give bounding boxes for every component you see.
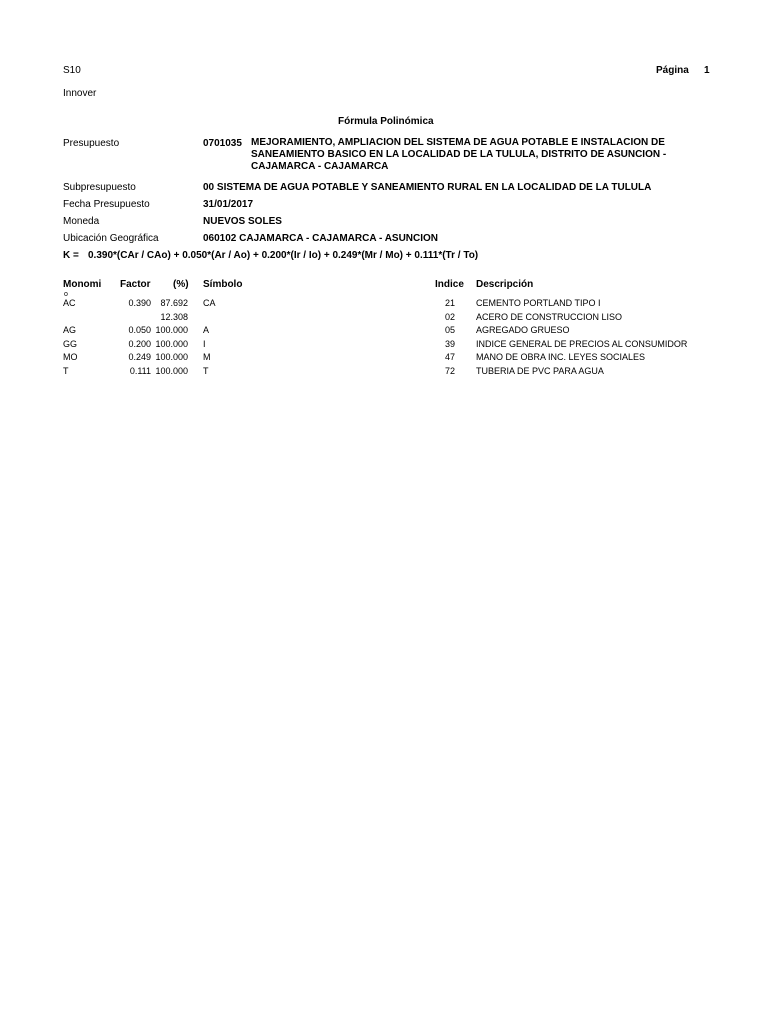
cell-descripcion: MANO DE OBRA INC. LEYES SOCIALES — [476, 352, 646, 362]
header-monomio-cont: o — [64, 291, 68, 298]
page-label: Página — [656, 65, 689, 76]
cell-simbolo: M — [203, 352, 211, 362]
cell-pct: 100.000 — [155, 365, 188, 376]
cell-simbolo: T — [203, 365, 209, 376]
cell-pct: 87.692 — [160, 298, 188, 308]
cell-factor: 0.249 — [128, 352, 151, 362]
presupuesto-line: MEJORAMIENTO, AMPLIACION DEL SISTEMA DE AGUA POTABLE E INSTALACION DE — [251, 137, 665, 148]
formula-expression: 0.390*(CAr / CAo) + 0.050*(Ar / Ao) + 0.200*(Ir / Io) + 0.249*(Mr / Mo) + 0.111*(Tr / To) — [88, 250, 479, 261]
cell-indice: 21 — [444, 298, 455, 308]
header-pct: (%) — [173, 279, 189, 290]
presupuesto-line: SANEAMIENTO BASICO EN LA LOCALIDAD DE LA TULULA, DISTRITO DE ASUNCION - — [251, 149, 667, 160]
ubicacion-value: 060102 CAJAMARCA - CAJAMARCA - ASUNCION — [203, 233, 439, 244]
presupuesto-code: 0701035 — [203, 138, 242, 149]
cell-monomio: T — [63, 365, 69, 376]
cell-monomio: MO — [63, 352, 78, 362]
system-label: S10 — [63, 65, 81, 76]
cell-factor: 0.390 — [128, 298, 151, 308]
moneda-label: Moneda — [63, 216, 100, 227]
cell-factor: 0.050 — [128, 325, 151, 335]
cell-pct: 100.000 — [155, 325, 188, 335]
cell-descripcion: CEMENTO PORTLAND TIPO I — [476, 298, 601, 308]
page-number: 1 — [704, 65, 710, 76]
moneda-value: NUEVOS SOLES — [203, 216, 282, 227]
cell-simbolo: CA — [203, 298, 216, 308]
cell-factor: 0.200 — [128, 338, 151, 349]
cell-pct: 100.000 — [155, 338, 188, 349]
cell-descripcion: ACERO DE CONSTRUCCION LISO — [476, 311, 623, 322]
presupuesto-label: Presupuesto — [63, 138, 120, 149]
formula-prefix: K = — [63, 250, 79, 261]
company-name: Innover — [63, 88, 97, 99]
fecha-value: 31/01/2017 — [203, 199, 254, 210]
subpresupuesto-label: Subpresupuesto — [63, 182, 136, 193]
document-title: Fórmula Polinómica — [338, 116, 434, 127]
cell-indice: 47 — [444, 352, 455, 362]
cell-indice: 39 — [444, 338, 455, 349]
header-indice: Indice — [435, 279, 464, 290]
cell-indice: 02 — [444, 311, 455, 322]
fecha-label: Fecha Presupuesto — [63, 199, 150, 210]
header-factor: Factor — [120, 279, 151, 290]
ubicacion-label: Ubicación Geográfica — [63, 233, 159, 244]
cell-descripcion: AGREGADO GRUESO — [476, 325, 570, 335]
cell-descripcion: INDICE GENERAL DE PRECIOS AL CONSUMIDOR — [476, 338, 688, 349]
cell-descripcion: TUBERIA DE PVC PARA AGUA — [476, 365, 604, 376]
header-monomio: Monomi — [63, 279, 102, 290]
cell-simbolo: I — [203, 338, 206, 349]
cell-pct: 12.308 — [160, 311, 188, 322]
cell-indice: 05 — [444, 325, 455, 335]
cell-monomio: AC — [63, 298, 76, 308]
cell-monomio: AG — [63, 325, 77, 335]
cell-simbolo: A — [203, 325, 210, 335]
cell-monomio: GG — [63, 338, 78, 349]
cell-factor: 0.111 — [129, 365, 151, 376]
subpresupuesto-value: 00 SISTEMA DE AGUA POTABLE Y SANEAMIENTO RURAL EN LA LOCALIDAD DE LA TULULA — [203, 182, 652, 193]
cell-indice: 72 — [444, 365, 455, 376]
presupuesto-line: CAJAMARCA - CAJAMARCA — [251, 161, 389, 172]
header-descripcion: Descripción — [476, 279, 534, 290]
cell-pct: 100.000 — [155, 352, 188, 362]
header-simbolo: Símbolo — [203, 279, 243, 290]
presupuesto-description — [251, 137, 666, 173]
